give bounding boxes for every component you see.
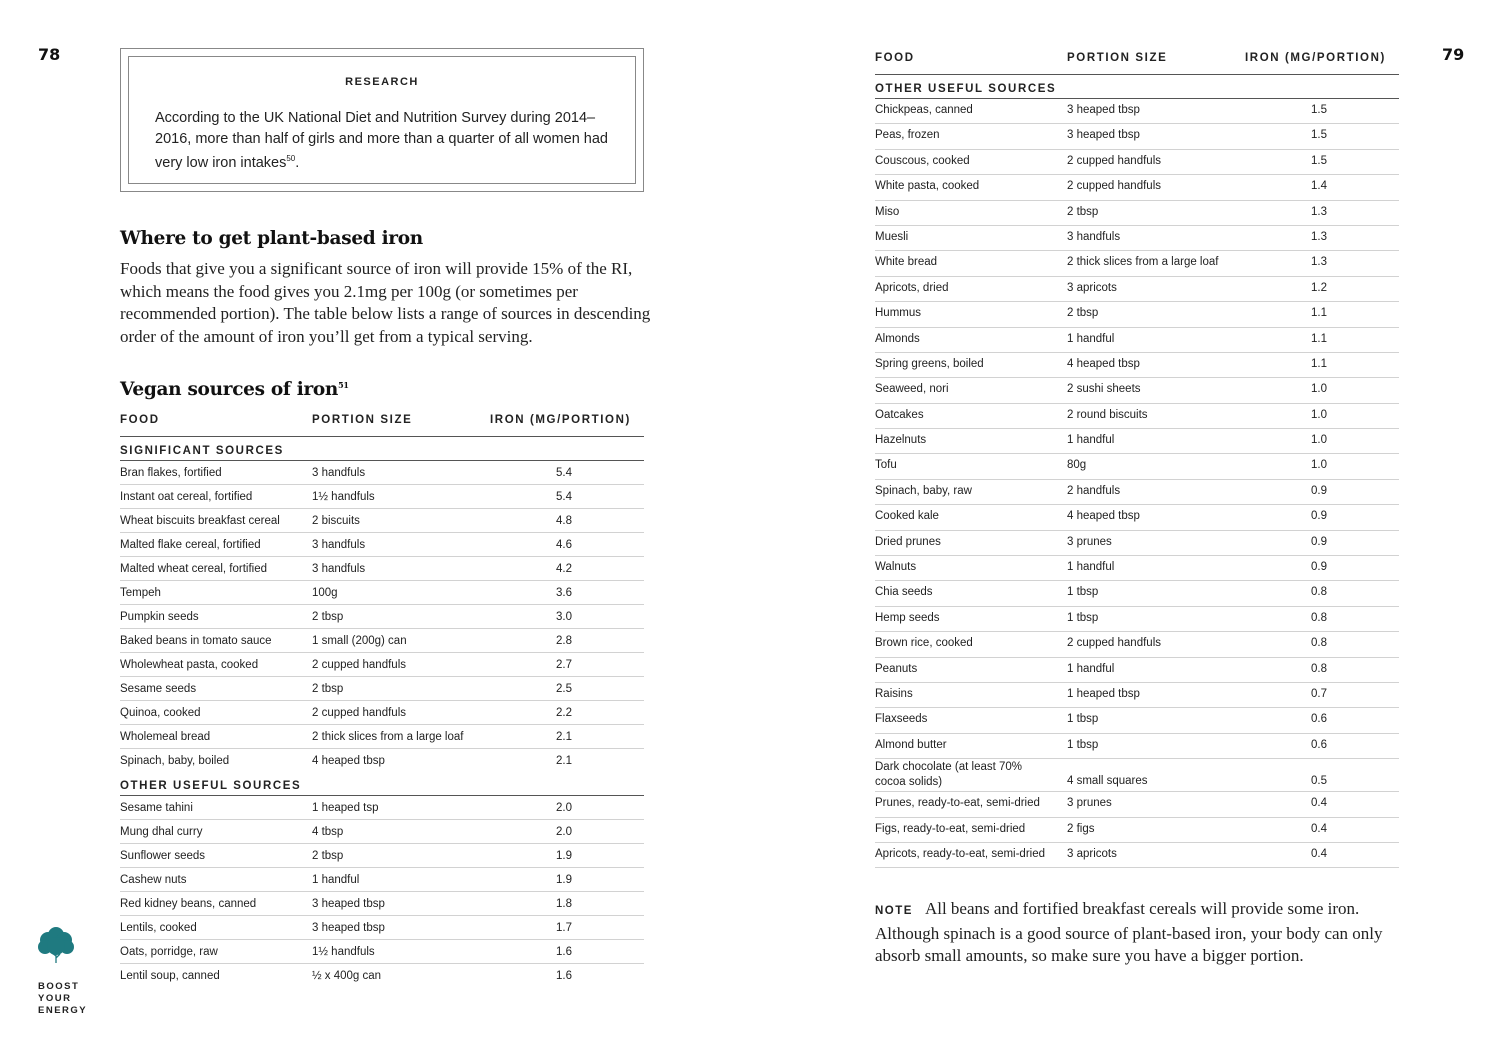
iron-cell: 5.4 [556, 491, 572, 503]
table-row [120, 677, 644, 701]
portion-cell: 1 handful [1067, 434, 1115, 447]
iron-cell: 1.9 [556, 874, 572, 886]
portion-cell: 1 heaped tsp [312, 802, 379, 814]
iron-cell: 1.0 [1311, 434, 1327, 447]
food-cell: Sesame tahini [120, 802, 193, 814]
rows-other-left [120, 796, 644, 987]
iron-cell: 0.8 [1311, 611, 1327, 624]
portion-cell: 3 apricots [1067, 281, 1117, 294]
iron-cell: 2.7 [556, 659, 572, 671]
food-cell: Apricots, dried [875, 281, 949, 294]
iron-cell: 1.3 [1311, 230, 1327, 243]
section-label-significant: SIGNIFICANT SOURCES [120, 437, 644, 461]
iron-cell: 1.0 [1311, 383, 1327, 396]
iron-cell: 0.8 [1311, 662, 1327, 675]
portion-cell: 2 figs [1067, 822, 1095, 835]
portion-cell: 1½ handfuls [312, 491, 375, 503]
food-cell: Red kidney beans, canned [120, 898, 257, 910]
iron-cell: 2.1 [556, 755, 572, 767]
table-row [875, 201, 1399, 226]
section-label-other: OTHER USEFUL SOURCES [875, 75, 1399, 99]
food-cell: Apricots, ready-to-eat, semi-dried [875, 847, 1046, 860]
food-cell: White pasta, cooked [875, 180, 980, 193]
portion-cell: 4 heaped tbsp [1067, 357, 1140, 370]
iron-cell: 2.8 [556, 635, 572, 647]
food-cell: Oats, porridge, raw [120, 946, 218, 958]
portion-cell: 1 handful [1067, 662, 1115, 675]
portion-cell: 1 handful [312, 874, 360, 886]
portion-cell: 2 handfuls [1067, 484, 1121, 497]
table-row [875, 505, 1399, 530]
page-number-left: 78 [38, 45, 61, 64]
note-label: NOTE [875, 905, 913, 917]
portion-cell: 1 heaped tbsp [1067, 687, 1140, 700]
iron-cell: 1.9 [556, 850, 572, 862]
food-cell: Seaweed, nori [875, 383, 949, 396]
portion-cell: 2 biscuits [312, 515, 360, 527]
food-cell: Malted flake cereal, fortified [120, 539, 261, 551]
portion-cell: 80g [1067, 459, 1087, 472]
food-cell: Wholewheat pasta, cooked [120, 659, 259, 671]
table-row [120, 796, 644, 820]
table-row [120, 509, 644, 533]
iron-cell: 0.5 [1311, 775, 1327, 788]
research-end: . [295, 154, 300, 171]
table-row [875, 480, 1399, 505]
table-row [875, 708, 1399, 733]
table-row [120, 916, 644, 940]
table-row [875, 353, 1399, 378]
food-cell: Cashew nuts [120, 874, 187, 886]
table-row [875, 404, 1399, 429]
food-cell: Almonds [875, 332, 920, 345]
table-row [120, 725, 644, 749]
food-cell: Chickpeas, canned [875, 104, 973, 116]
food-cell: Instant oat cereal, fortified [120, 491, 253, 503]
portion-cell: 3 handfuls [312, 563, 366, 575]
portion-cell: 2 sushi sheets [1067, 383, 1141, 396]
portion-cell: 4 tbsp [312, 826, 344, 838]
research-body: According to the UK National Diet and Nutrition Survey during 2014–2016, more than half of girls and more than a quarter of all women had very low iron intakes [155, 110, 608, 171]
rows-other-right [875, 99, 1399, 868]
iron-cell: 0.6 [1311, 713, 1327, 726]
table-row [120, 749, 644, 772]
food-cell: Flaxseeds [875, 713, 928, 726]
portion-cell: 1 tbsp [1067, 586, 1099, 599]
portion-cell: 1 handful [1067, 561, 1115, 574]
food-cell: Bran flakes, fortified [120, 467, 222, 479]
header-iron: IRON (MG/PORTION) [490, 414, 631, 426]
table-row [875, 277, 1399, 302]
table-title [120, 379, 349, 400]
portion-cell: 1 tbsp [1067, 738, 1099, 751]
iron-cell: 0.9 [1311, 561, 1327, 574]
food-cell: Spring greens, boiled [875, 357, 984, 370]
tree-icon [36, 926, 76, 966]
table-title-text: Vegan sources of iron [120, 379, 339, 400]
portion-cell: 2 cupped handfuls [312, 707, 406, 719]
food-cell: Pumpkin seeds [120, 611, 199, 623]
food-cell: Tempeh [120, 587, 161, 599]
portion-cell: 2 tbsp [1067, 307, 1099, 320]
portion-cell: 1 tbsp [1067, 611, 1099, 624]
food-cell: Peas, frozen [875, 129, 940, 142]
food-cell: Almond butter [875, 738, 947, 751]
research-label: RESEARCH [345, 76, 419, 88]
table-row [120, 533, 644, 557]
portion-cell: 4 small squares [1067, 775, 1148, 788]
food-cell: Walnuts [875, 561, 917, 574]
iron-cell: 1.1 [1311, 357, 1327, 370]
food-cell: Raisins [875, 687, 913, 700]
portion-cell: 2 thick slices from a large loaf [312, 731, 464, 743]
table-row [875, 150, 1399, 175]
portion-cell: 2 cupped handfuls [1067, 154, 1161, 167]
portion-cell: 4 heaped tbsp [1067, 510, 1140, 523]
portion-cell: 3 heaped tbsp [1067, 129, 1140, 142]
table-row [120, 820, 644, 844]
food-cell: Hummus [875, 307, 922, 320]
iron-cell: 2.1 [556, 731, 572, 743]
iron-cell: 0.8 [1311, 637, 1327, 650]
iron-cell: 2.2 [556, 707, 572, 719]
table-header [120, 408, 644, 437]
iron-cell: 0.9 [1311, 484, 1327, 497]
table-row [875, 531, 1399, 556]
food-cell: Wheat biscuits breakfast cereal [120, 515, 280, 527]
table-row [875, 792, 1399, 817]
portion-cell: 2 tbsp [312, 611, 344, 623]
food-cell: White bread [875, 256, 938, 269]
table-row [875, 556, 1399, 581]
brand-line-2: YOUR [38, 993, 72, 1004]
iron-cell: 1.5 [1311, 154, 1327, 167]
iron-cell: 1.7 [556, 922, 572, 934]
iron-cell: 1.3 [1311, 205, 1327, 218]
table-title-footnote-ref: 51 [338, 379, 349, 390]
iron-cell: 2.0 [556, 802, 572, 814]
table-row [120, 629, 644, 653]
table-row [875, 175, 1399, 200]
iron-cell: 1.6 [556, 946, 572, 958]
food-cell: Wholemeal bread [120, 731, 211, 743]
food-cell: Prunes, ready-to-eat, semi-dried [875, 797, 1040, 810]
iron-cell: 3.6 [556, 587, 572, 599]
table-row [875, 124, 1399, 149]
table-row [120, 557, 644, 581]
iron-cell: 1.8 [556, 898, 572, 910]
portion-cell: 2 tbsp [312, 850, 344, 862]
iron-cell: 2.5 [556, 683, 572, 695]
table-row [875, 818, 1399, 843]
table-row [875, 632, 1399, 657]
portion-cell: 3 handfuls [312, 539, 366, 551]
food-cell: Muesli [875, 230, 909, 243]
iron-cell: 2.0 [556, 826, 572, 838]
table-row [120, 485, 644, 509]
iron-cell: 4.8 [556, 515, 572, 527]
portion-cell: 2 cupped handfuls [1067, 637, 1161, 650]
research-box-inner [128, 56, 636, 184]
brand-line-1: BOOST [38, 981, 80, 992]
table-row [875, 302, 1399, 327]
food-cell: Miso [875, 205, 900, 218]
portion-cell: 3 handfuls [1067, 230, 1121, 243]
iron-cell: 1.5 [1311, 104, 1327, 116]
iron-cell: 0.8 [1311, 586, 1327, 599]
section-label-other: OTHER USEFUL SOURCES [120, 772, 644, 796]
table-row [120, 605, 644, 629]
iron-cell: 1.0 [1311, 459, 1327, 472]
portion-cell: 2 cupped handfuls [312, 659, 406, 671]
portion-cell: 1½ handfuls [312, 946, 375, 958]
iron-cell: 0.4 [1311, 797, 1327, 810]
header-food: FOOD [875, 52, 915, 64]
research-footnote-ref: 50 [286, 154, 296, 163]
table-row [120, 844, 644, 868]
food-cell: Malted wheat cereal, fortified [120, 563, 268, 575]
rows-significant [120, 461, 644, 772]
table-row [875, 454, 1399, 479]
iron-cell: 1.4 [1311, 180, 1327, 193]
food-cell: Figs, ready-to-eat, semi-dried [875, 822, 1026, 835]
section-intro: Foods that give you a significant source of iron will provide 15% of the RI, which means the food gives you 2.1mg per 100g (or sometimes per recommended portion). The table below lists a range of sources in descending order of the amount of iron you’ll get from a typical serving. [120, 259, 651, 346]
table-row [875, 759, 1399, 792]
table-row [120, 461, 644, 485]
table-row [875, 581, 1399, 606]
food-cell: Oatcakes [875, 408, 924, 421]
food-cell: Spinach, baby, raw [875, 484, 972, 497]
food-cell: Dark chocolate (at least 70% cocoa solids) [875, 761, 1023, 789]
table-row [120, 892, 644, 916]
portion-cell: 3 heaped tbsp [312, 898, 385, 910]
table-row [875, 328, 1399, 353]
iron-cell: 5.4 [556, 467, 572, 479]
portion-cell: 1 small (200g) can [312, 635, 407, 647]
note [875, 898, 1405, 968]
iron-cell: 1.6 [556, 970, 572, 982]
portion-cell: 2 round biscuits [1067, 408, 1148, 421]
iron-table-left [120, 408, 644, 987]
table-row [875, 683, 1399, 708]
food-cell: Cooked kale [875, 510, 939, 523]
portion-cell: 3 handfuls [312, 467, 366, 479]
iron-table-right [875, 46, 1399, 868]
note-text: All beans and fortified breakfast cereals will provide some iron. Although spinach is a good source of plant-based iron, your body can only absorb small amounts, so make sure you have a bigger portion. [875, 899, 1383, 965]
research-text [155, 108, 609, 173]
portion-cell: 2 thick slices from a large loaf [1067, 256, 1219, 269]
food-cell: Mung dhal curry [120, 826, 203, 838]
portion-cell: 3 heaped tbsp [1067, 104, 1140, 116]
portion-cell: 3 prunes [1067, 535, 1112, 548]
iron-cell: 1.1 [1311, 307, 1327, 320]
brand-line-3: ENERGY [38, 1005, 88, 1016]
portion-cell: 3 heaped tbsp [312, 922, 385, 934]
iron-cell: 0.6 [1311, 738, 1327, 751]
table-row [875, 429, 1399, 454]
table-row [120, 581, 644, 605]
iron-cell: 0.4 [1311, 847, 1327, 860]
header-iron: IRON (MG/PORTION) [1245, 52, 1386, 64]
table-row [875, 378, 1399, 403]
food-cell: Couscous, cooked [875, 154, 970, 167]
food-cell: Sunflower seeds [120, 850, 206, 862]
research-box [120, 48, 644, 192]
iron-cell: 0.9 [1311, 510, 1327, 523]
header-portion: PORTION SIZE [1067, 52, 1168, 64]
table-row [120, 701, 644, 725]
food-cell: Quinoa, cooked [120, 707, 201, 719]
iron-cell: 0.7 [1311, 687, 1327, 700]
portion-cell: 4 heaped tbsp [312, 755, 385, 767]
portion-cell: 2 cupped handfuls [1067, 180, 1161, 193]
header-portion: PORTION SIZE [312, 414, 413, 426]
section-heading: Where to get plant-based iron [120, 228, 423, 249]
brand-label [38, 981, 87, 1017]
portion-cell: ½ x 400g can [312, 970, 382, 982]
iron-cell: 1.5 [1311, 129, 1327, 142]
iron-cell: 1.0 [1311, 408, 1327, 421]
table-row [120, 868, 644, 892]
table-row [875, 658, 1399, 683]
table-header [875, 46, 1399, 75]
table-row [875, 99, 1399, 124]
portion-cell: 3 prunes [1067, 797, 1112, 810]
portion-cell: 1 handful [1067, 332, 1115, 345]
iron-cell: 1.1 [1311, 332, 1327, 345]
header-food: FOOD [120, 414, 160, 426]
portion-cell: 2 tbsp [312, 683, 344, 695]
page-number-right: 79 [1442, 45, 1465, 64]
iron-cell: 4.2 [556, 563, 572, 575]
iron-cell: 1.3 [1311, 256, 1327, 269]
food-cell: Lentils, cooked [120, 922, 197, 934]
portion-cell: 2 tbsp [1067, 205, 1099, 218]
food-cell: Peanuts [875, 662, 918, 675]
food-cell: Sesame seeds [120, 683, 197, 695]
food-cell: Hemp seeds [875, 611, 940, 624]
food-cell: Baked beans in tomato sauce [120, 635, 272, 647]
food-cell: Chia seeds [875, 586, 933, 599]
food-cell: Hazelnuts [875, 434, 927, 447]
table-row [875, 226, 1399, 251]
iron-cell: 1.2 [1311, 281, 1327, 294]
iron-cell: 0.4 [1311, 822, 1327, 835]
iron-cell: 3.0 [556, 611, 572, 623]
iron-cell: 0.9 [1311, 535, 1327, 548]
food-cell: Brown rice, cooked [875, 637, 973, 650]
food-cell: Tofu [875, 459, 897, 472]
iron-cell: 4.6 [556, 539, 572, 551]
table-row [875, 251, 1399, 276]
food-cell: Lentil soup, canned [120, 970, 220, 982]
table-row [120, 653, 644, 677]
portion-cell: 100g [312, 587, 338, 599]
table-row [120, 964, 644, 987]
food-cell: Dried prunes [875, 535, 941, 548]
portion-cell: 3 apricots [1067, 847, 1117, 860]
table-row [875, 734, 1399, 759]
table-row [120, 940, 644, 964]
table-row [875, 607, 1399, 632]
portion-cell: 1 tbsp [1067, 713, 1099, 726]
table-row [875, 843, 1399, 868]
food-cell: Spinach, baby, boiled [120, 755, 230, 767]
